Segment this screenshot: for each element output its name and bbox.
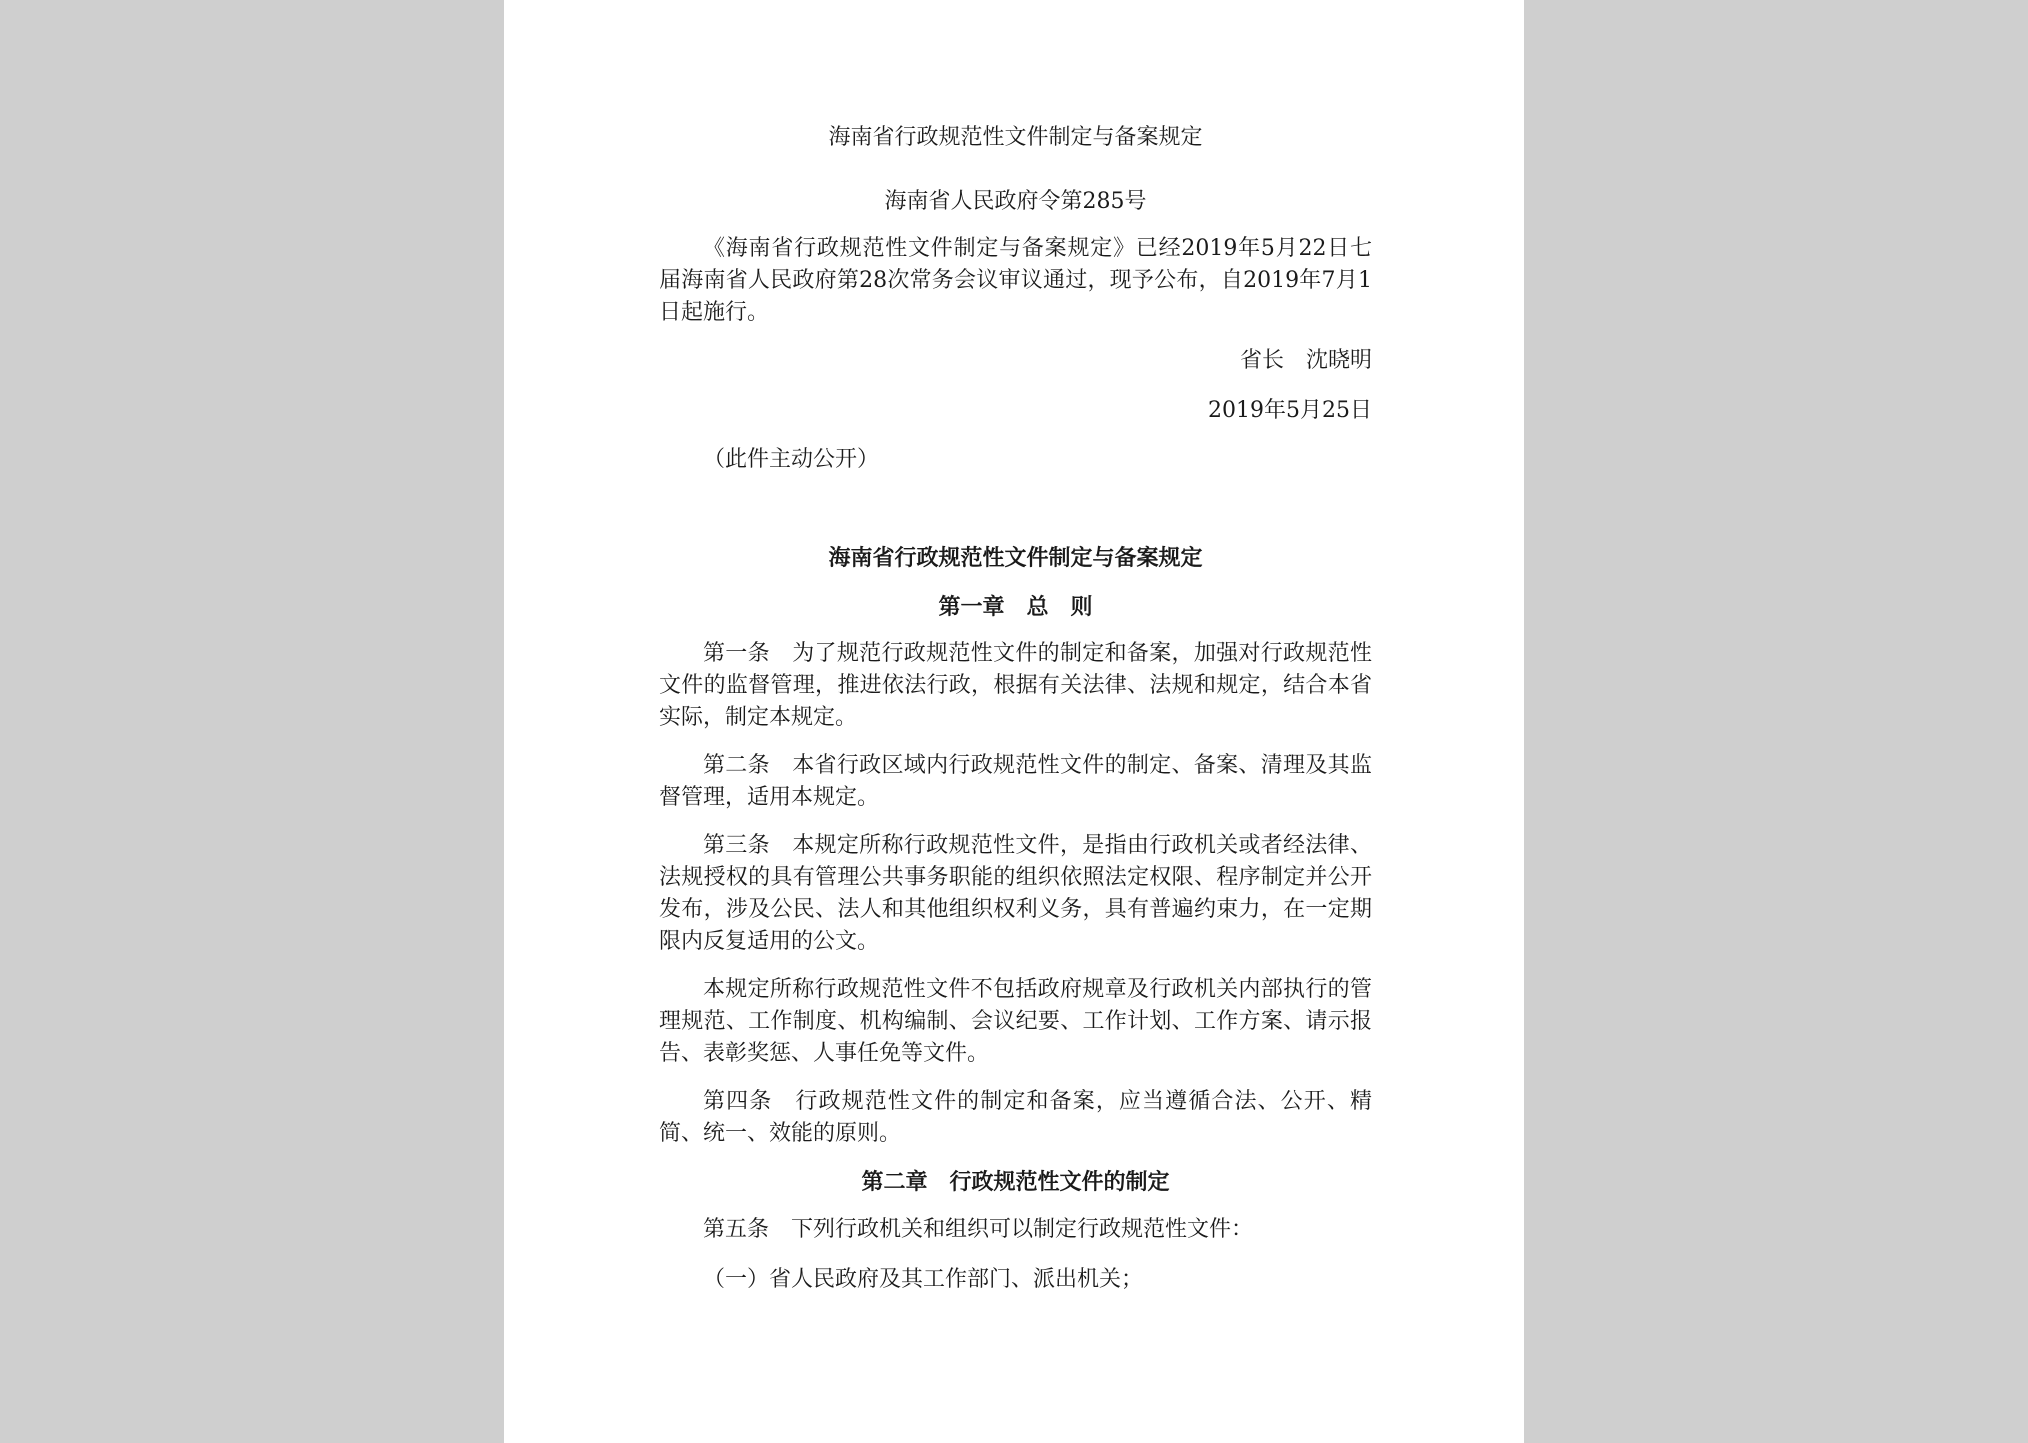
document-page [504,0,1524,1443]
signing-date: 2019年5月25日 [1208,398,1372,423]
document-title: 海南省行政规范性文件制定与备案规定 [828,125,1203,150]
disclosure-note: （此件主动公开） [703,447,880,472]
order-number: 海南省人民政府令第285号 [884,189,1147,214]
regulation-title: 海南省行政规范性文件制定与备案规定 [828,545,1203,571]
chapter-heading: 第一章 总 则 [938,594,1093,620]
article-3: 第三条 本规定所称行政规范性文件，是指由行政机关或者经法律、法规授权的具有管理公共事务职能的组织依照法定权限、程序制定并公开发布，涉及公民、法人和其他组织权利义务，具有普遍约束力，在一定期限内反复适用的公文。 [659,833,1372,954]
article-5-item-1: （一）省人民政府及其工作部门、派出机关； [703,1267,1144,1292]
chapter-heading: 第二章 行政规范性文件的制定 [861,1169,1170,1195]
article-4: 第四条 行政规范性文件的制定和备案，应当遵循合法、公开、精简、统一、效能的原则。 [659,1089,1372,1146]
preamble-paragraph: 《海南省行政规范性文件制定与备案规定》已经2019年5月22日七届海南省人民政府第28次常务会议审议通过，现予公布，自2019年7月1日起施行。 [659,236,1372,325]
article-2: 第二条 本省行政区域内行政规范性文件的制定、备案、清理及其监督管理，适用本规定。 [659,753,1372,810]
signature: 省长 沈晓明 [1239,348,1372,373]
article-1: 第一条 为了规范行政规范性文件的制定和备案，加强对行政规范性文件的监督管理，推进依法行政，根据有关法律、法规和规定，结合本省实际，制定本规定。 [659,641,1372,730]
article-3-paragraph-2: 本规定所称行政规范性文件不包括政府规章及行政机关内部执行的管理规范、工作制度、机构编制、会议纪要、工作计划、工作方案、请示报告、表彰奖惩、人事任免等文件。 [659,977,1372,1066]
article-5: 第五条 下列行政机关和组织可以制定行政规范性文件： [703,1217,1254,1242]
